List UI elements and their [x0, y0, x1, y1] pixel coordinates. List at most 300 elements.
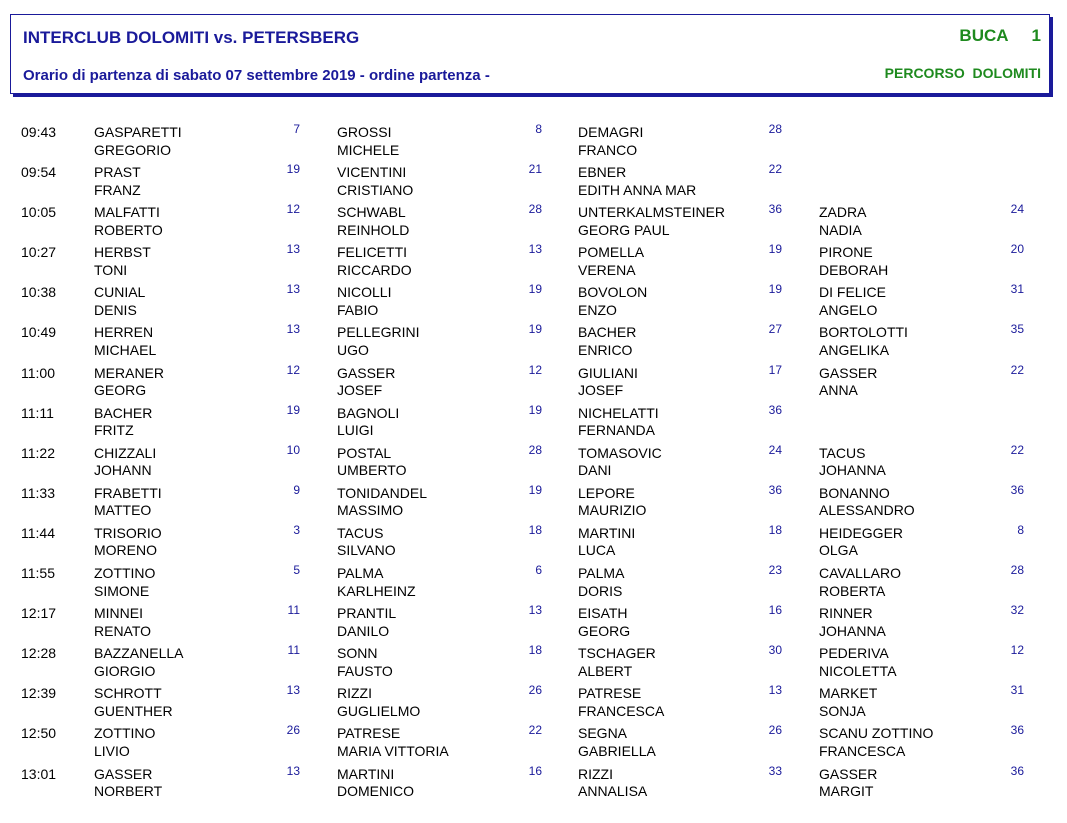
player-handicap: 16 — [528, 763, 542, 778]
player-surname: PATRESE — [337, 725, 401, 742]
player-firstname: JOSEF — [337, 382, 383, 399]
player-surname: TSCHAGER — [578, 645, 656, 662]
player-name — [819, 565, 901, 600]
player-handicap: 10 — [286, 442, 300, 457]
player-name — [94, 645, 183, 680]
player-name — [578, 725, 656, 760]
player-handicap: 13 — [286, 763, 300, 778]
player-surname: POMELLA — [578, 244, 645, 261]
player-handicap: 20 — [1010, 242, 1024, 257]
player-name — [94, 124, 182, 159]
player-firstname: EDITH ANNA MAR — [578, 181, 697, 198]
player-handicap: 17 — [768, 362, 782, 377]
tee-time-row — [0, 522, 1067, 565]
player-surname: ZOTTINO — [94, 725, 156, 742]
player-name — [94, 605, 151, 640]
player-surname: SCHWABL — [337, 204, 406, 221]
player-firstname: SONJA — [819, 702, 866, 719]
player-name — [819, 445, 886, 480]
player-surname: MARTINI — [337, 765, 395, 782]
player-firstname: DORIS — [578, 582, 623, 599]
buca-number: 1 — [1031, 26, 1041, 45]
tee-time: 11:22 — [21, 444, 55, 461]
player-name — [578, 525, 635, 560]
player-handicap: 28 — [768, 122, 782, 136]
player-surname: BACHER — [94, 404, 153, 421]
player-surname: GASPARETTI — [94, 124, 182, 140]
player-name — [94, 405, 152, 440]
player-name — [337, 766, 414, 801]
player-surname: SCHROTT — [94, 685, 162, 702]
player-handicap: 19 — [768, 282, 782, 297]
player-firstname: DEBORAH — [819, 261, 889, 278]
player-handicap: 13 — [286, 282, 300, 297]
player-surname: PALMA — [578, 565, 625, 582]
player-firstname: CRISTIANO — [337, 181, 414, 198]
player-handicap: 13 — [286, 322, 300, 337]
player-name — [94, 725, 155, 760]
tee-time-row — [0, 284, 1067, 324]
player-surname: SEGNA — [578, 725, 628, 742]
player-surname: MINNEI — [94, 605, 143, 622]
player-name — [578, 766, 647, 801]
player-handicap: 24 — [1010, 202, 1024, 217]
player-firstname: ANNA — [819, 382, 858, 399]
player-surname: LEPORE — [578, 484, 635, 501]
tee-time-row — [0, 164, 1067, 204]
player-name — [337, 645, 393, 680]
player-handicap: 22 — [1010, 442, 1024, 457]
player-surname: TACUS — [819, 444, 866, 461]
player-name — [337, 725, 449, 760]
player-surname: PATRESE — [578, 685, 642, 702]
player-firstname: SIMONE — [94, 582, 150, 599]
player-handicap: 31 — [1010, 683, 1024, 698]
player-handicap: 36 — [768, 482, 782, 497]
player-surname: HERREN — [94, 324, 154, 341]
player-handicap: 19 — [528, 322, 542, 337]
tee-time-row — [0, 402, 1067, 445]
player-handicap: 31 — [1010, 282, 1024, 297]
player-handicap: 19 — [528, 282, 542, 297]
tee-time: 09:43 — [21, 124, 57, 140]
player-handicap: 8 — [1017, 522, 1024, 537]
player-firstname: OLGA — [819, 542, 858, 559]
player-name — [819, 766, 877, 801]
player-name — [94, 284, 145, 319]
player-name — [94, 244, 151, 279]
player-surname: TONIDANDEL — [337, 484, 427, 501]
player-surname: BAZZANELLA — [94, 645, 184, 662]
player-handicap: 23 — [768, 563, 782, 578]
tee-time: 11:00 — [21, 364, 55, 381]
player-name — [578, 324, 636, 359]
player-surname: BORTOLOTTI — [819, 324, 908, 341]
tee-time: 12:50 — [21, 725, 57, 742]
tee-time-row — [0, 482, 1067, 525]
player-firstname: TONI — [94, 261, 128, 278]
player-surname: FRABETTI — [94, 484, 162, 501]
player-surname: DEMAGRI — [578, 124, 644, 140]
player-surname: BOVOLON — [578, 284, 648, 301]
player-surname: UNTERKALMSTEINER — [578, 204, 726, 221]
player-name — [337, 485, 427, 520]
player-surname: SCANU ZOTTINO — [819, 725, 934, 742]
player-handicap: 18 — [528, 522, 542, 537]
player-firstname: DANILO — [337, 622, 390, 639]
player-surname: PIRONE — [819, 244, 873, 261]
player-firstname: MICHELE — [337, 141, 400, 158]
player-surname: MARTINI — [578, 524, 636, 541]
player-name — [819, 244, 888, 279]
player-firstname: FRANZ — [94, 181, 141, 198]
player-name — [819, 485, 915, 520]
player-handicap: 11 — [287, 643, 300, 658]
player-name — [819, 284, 886, 319]
player-firstname: MASSIMO — [337, 502, 404, 519]
player-surname: TOMASOVIC — [578, 444, 662, 461]
player-handicap: 19 — [286, 162, 300, 177]
player-surname: GASSER — [819, 364, 878, 381]
player-firstname: FERNANDA — [578, 422, 656, 439]
player-surname: HERBST — [94, 244, 151, 261]
player-handicap: 32 — [1010, 603, 1024, 618]
player-name — [337, 365, 395, 400]
player-firstname: GUENTHER — [94, 702, 173, 719]
player-firstname: ALESSANDRO — [819, 502, 915, 519]
player-handicap: 19 — [528, 402, 542, 417]
tee-time: 12:28 — [21, 645, 57, 662]
player-handicap: 26 — [768, 723, 782, 738]
player-name — [819, 365, 877, 400]
player-surname: BONANNO — [819, 484, 890, 501]
player-surname: GIULIANI — [578, 364, 638, 381]
player-name — [578, 284, 647, 319]
player-surname: CUNIAL — [94, 284, 146, 301]
player-surname: GROSSI — [337, 124, 392, 140]
tee-time: 11:44 — [21, 524, 55, 541]
tee-time-row — [0, 725, 1067, 765]
player-firstname: VERENA — [578, 261, 636, 278]
player-surname: ZADRA — [819, 204, 867, 221]
player-name — [94, 766, 162, 801]
player-handicap: 36 — [1010, 723, 1024, 738]
player-firstname: GEORG PAUL — [578, 221, 670, 238]
player-surname: SONN — [337, 645, 378, 662]
player-firstname: FRITZ — [94, 422, 134, 439]
player-handicap: 12 — [528, 362, 542, 377]
player-name — [337, 124, 399, 159]
buca-text: BUCA — [959, 26, 1008, 45]
player-firstname: FAUSTO — [337, 662, 393, 679]
player-handicap: 12 — [1010, 643, 1024, 658]
player-surname: BACHER — [578, 324, 637, 341]
player-surname: TRISORIO — [94, 524, 162, 541]
player-firstname: FRANCESCA — [819, 742, 906, 759]
player-handicap: 26 — [286, 723, 300, 738]
player-handicap: 28 — [1010, 563, 1024, 578]
player-handicap: 22 — [768, 162, 782, 177]
player-name — [94, 685, 173, 720]
player-surname: BAGNOLI — [337, 404, 400, 421]
player-name — [578, 445, 662, 480]
player-firstname: ALBERT — [578, 662, 633, 679]
player-handicap: 6 — [535, 563, 542, 578]
player-handicap: 36 — [768, 402, 782, 417]
player-surname: CAVALLARO — [819, 565, 901, 582]
player-firstname: GABRIELLA — [578, 742, 656, 759]
player-firstname: GIORGIO — [94, 662, 156, 679]
player-firstname: UGO — [337, 341, 369, 358]
player-handicap: 13 — [286, 242, 300, 257]
player-handicap: 11 — [287, 603, 300, 618]
tee-time: 10:27 — [21, 244, 57, 261]
player-firstname: LUCA — [578, 542, 616, 559]
player-surname: NICOLLI — [337, 284, 392, 301]
player-surname: MARKET — [819, 685, 878, 702]
player-surname: MALFATTI — [94, 204, 160, 221]
buca-label — [959, 26, 1041, 46]
player-name — [578, 244, 644, 279]
tee-time-row — [0, 124, 1067, 164]
player-firstname: NICOLETTA — [819, 662, 897, 679]
player-handicap: 36 — [768, 202, 782, 217]
player-handicap: 33 — [768, 763, 782, 778]
tee-time-row — [0, 324, 1067, 364]
player-firstname: MORENO — [94, 542, 157, 559]
player-firstname: GEORG — [578, 622, 631, 639]
player-surname: PRANTIL — [337, 605, 397, 622]
player-name — [337, 565, 416, 600]
player-name — [337, 284, 391, 319]
player-name — [337, 324, 419, 359]
player-firstname: JOHANN — [94, 462, 152, 479]
tee-time: 11:55 — [21, 565, 55, 582]
player-handicap: 13 — [286, 683, 300, 698]
player-handicap: 13 — [768, 683, 782, 698]
player-handicap: 19 — [528, 482, 542, 497]
player-handicap: 30 — [768, 643, 782, 658]
player-handicap: 7 — [293, 122, 300, 136]
player-surname: FELICETTI — [337, 244, 408, 261]
player-name — [94, 485, 162, 520]
player-firstname: MARIA VITTORIA — [337, 742, 449, 759]
player-firstname: JOHANNA — [819, 622, 886, 639]
player-firstname: JOSEF — [578, 382, 624, 399]
player-firstname: KARLHEINZ — [337, 582, 416, 599]
player-handicap: 22 — [1010, 362, 1024, 377]
player-surname: HEIDEGGER — [819, 524, 904, 541]
player-surname: RINNER — [819, 605, 873, 622]
player-firstname: ANNALISA — [578, 783, 648, 799]
player-name — [578, 645, 656, 680]
player-firstname: ANGELIKA — [819, 341, 890, 358]
player-name — [819, 525, 903, 560]
player-firstname: ENZO — [578, 301, 617, 318]
player-name — [578, 365, 638, 400]
player-handicap: 13 — [528, 603, 542, 618]
player-firstname: DENIS — [94, 301, 137, 318]
tee-time-row — [0, 362, 1067, 405]
player-handicap: 12 — [286, 202, 300, 217]
tee-time-row — [0, 645, 1067, 685]
player-surname: NICHELATTI — [578, 404, 659, 421]
player-surname: ZOTTINO — [94, 565, 156, 582]
player-name — [578, 605, 630, 640]
player-surname: VICENTINI — [337, 164, 407, 181]
player-name — [578, 124, 643, 159]
player-name — [819, 324, 908, 359]
player-name — [819, 645, 897, 680]
player-handicap: 12 — [286, 362, 300, 377]
player-surname: EBNER — [578, 164, 627, 181]
player-name — [337, 685, 420, 720]
player-name — [578, 485, 646, 520]
player-handicap: 18 — [768, 522, 782, 537]
tee-time-row — [0, 605, 1067, 645]
player-handicap: 24 — [768, 442, 782, 457]
player-firstname: SILVANO — [337, 542, 396, 559]
page-title: INTERCLUB DOLOMITI vs. PETERSBERG — [23, 28, 360, 47]
player-surname: PALMA — [337, 565, 384, 582]
player-surname: GASSER — [819, 765, 878, 782]
player-handicap: 3 — [293, 522, 300, 537]
player-name — [337, 525, 396, 560]
player-handicap: 5 — [293, 563, 300, 578]
player-handicap: 21 — [528, 162, 542, 177]
player-name — [337, 164, 413, 199]
player-surname: PELLEGRINI — [337, 324, 420, 341]
player-firstname: MICHAEL — [94, 341, 157, 358]
player-name — [819, 204, 866, 239]
player-surname: PRAST — [94, 164, 141, 181]
player-name — [819, 725, 933, 760]
tee-time: 10:38 — [21, 284, 57, 301]
tee-time-row — [0, 442, 1067, 485]
player-firstname: NADIA — [819, 221, 862, 238]
player-name — [578, 405, 659, 440]
player-firstname: GEORG — [94, 382, 147, 399]
player-surname: RIZZI — [337, 685, 372, 702]
player-firstname: GREGORIO — [94, 141, 172, 158]
player-surname: PEDERIVA — [819, 645, 889, 662]
player-handicap: 18 — [528, 643, 542, 658]
player-firstname: RICCARDO — [337, 261, 412, 278]
player-handicap: 19 — [286, 402, 300, 417]
player-firstname: LIVIO — [94, 742, 130, 759]
header-box — [10, 14, 1050, 94]
player-firstname: MATTEO — [94, 502, 152, 519]
tee-time: 12:17 — [21, 605, 57, 622]
percorso-label: PERCORSO DOLOMITI — [884, 65, 1041, 81]
player-name — [94, 164, 141, 199]
tee-time: 11:11 — [21, 404, 54, 421]
player-handicap: 19 — [768, 242, 782, 257]
player-name — [819, 685, 877, 720]
player-surname: GASSER — [94, 765, 153, 782]
player-firstname: LUIGI — [337, 422, 374, 439]
player-handicap: 8 — [535, 122, 542, 136]
tee-time-row — [0, 763, 1067, 806]
player-firstname: GUGLIELMO — [337, 702, 421, 719]
player-handicap: 13 — [528, 242, 542, 257]
player-name — [337, 445, 407, 480]
player-name — [578, 565, 624, 600]
player-firstname: DANI — [578, 462, 612, 479]
player-surname: EISATH — [578, 605, 628, 622]
tee-time: 11:33 — [21, 484, 55, 501]
tee-time: 13:01 — [21, 765, 57, 782]
player-firstname: ROBERTO — [94, 221, 163, 238]
player-firstname: FRANCESCA — [578, 702, 665, 719]
player-surname: MERANER — [94, 364, 165, 381]
tee-time: 10:49 — [21, 324, 57, 341]
player-handicap: 36 — [1010, 763, 1024, 778]
player-handicap: 27 — [768, 322, 782, 337]
player-handicap: 28 — [528, 442, 542, 457]
player-firstname: FABIO — [337, 301, 379, 318]
player-handicap: 28 — [528, 202, 542, 217]
page-subtitle: Orario di partenza di sabato 07 settembre 2019 - ordine partenza - — [23, 67, 490, 84]
player-handicap: 16 — [768, 603, 782, 618]
player-handicap: 26 — [528, 683, 542, 698]
tee-time: 12:39 — [21, 685, 57, 702]
player-firstname: ANGELO — [819, 301, 878, 318]
player-name — [578, 164, 696, 199]
player-surname: POSTAL — [337, 444, 392, 461]
tee-time-row — [0, 565, 1067, 605]
player-firstname: JOHANNA — [819, 462, 886, 479]
player-name — [94, 445, 156, 480]
tee-time-row — [0, 244, 1067, 284]
player-name — [578, 204, 725, 239]
player-firstname: ENRICO — [578, 341, 633, 358]
player-name — [337, 244, 412, 279]
player-surname: CHIZZALI — [94, 444, 157, 461]
player-name — [337, 405, 399, 440]
player-firstname: NORBERT — [94, 783, 163, 799]
player-handicap: 22 — [528, 723, 542, 738]
player-handicap: 35 — [1010, 322, 1024, 337]
player-name — [819, 605, 886, 640]
player-name — [94, 204, 163, 239]
player-surname: RIZZI — [578, 765, 613, 782]
player-firstname: RENATO — [94, 622, 152, 639]
player-firstname: UMBERTO — [337, 462, 407, 479]
player-name — [578, 685, 664, 720]
tee-time: 09:54 — [21, 164, 57, 181]
player-handicap: 9 — [293, 482, 300, 497]
player-firstname: MARGIT — [819, 783, 874, 799]
player-surname: GASSER — [337, 364, 396, 381]
player-firstname: REINHOLD — [337, 221, 410, 238]
player-firstname: DOMENICO — [337, 783, 414, 799]
player-name — [337, 204, 409, 239]
start-list — [0, 124, 1067, 806]
player-firstname: FRANCO — [578, 141, 638, 158]
tee-time-row — [0, 204, 1067, 244]
player-name — [337, 605, 396, 640]
player-name — [94, 324, 156, 359]
player-surname: DI FELICE — [819, 284, 886, 301]
player-firstname: MAURIZIO — [578, 502, 647, 519]
player-handicap: 36 — [1010, 482, 1024, 497]
player-firstname: ROBERTA — [819, 582, 886, 599]
player-name — [94, 365, 164, 400]
player-name — [94, 525, 162, 560]
tee-time: 10:05 — [21, 204, 57, 221]
tee-time-row — [0, 685, 1067, 725]
